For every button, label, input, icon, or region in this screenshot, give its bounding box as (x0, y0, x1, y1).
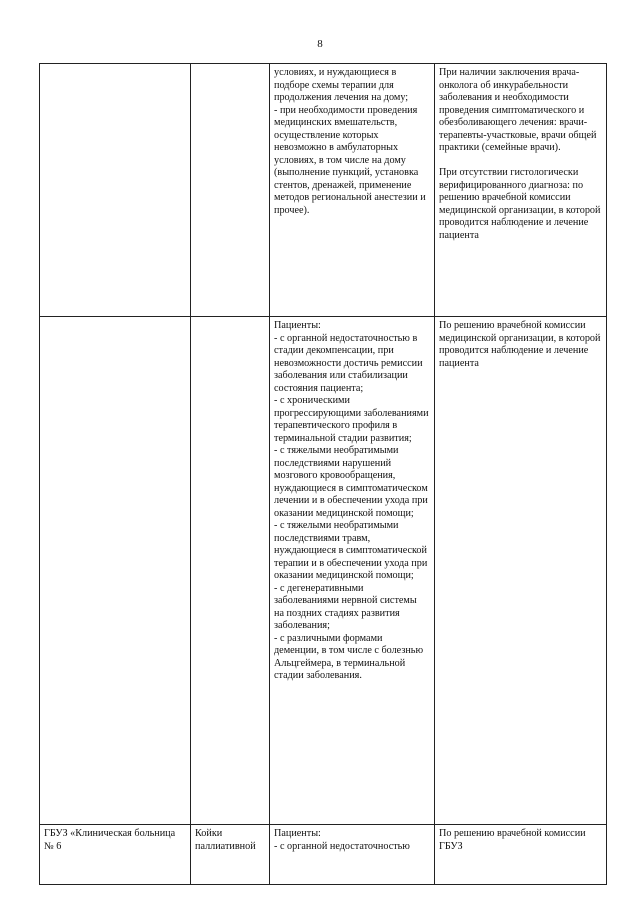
cell-text: По решению врачебной комиссии медицинской организации, в которой проводится наблюдение и лечение пациента (439, 320, 601, 369)
cell-text: Пациенты: - с органной недостаточностью (274, 828, 410, 852)
cell-text: условиях, и нуждающиеся в подборе схемы терапии для продолжения лечения на дому; - при необходимости проведения медицинских вмешательств, осуществление которых невозможно в амбулаторных условиях, в том числе на дому (выполнение пункций, установка стентов, дренажей, применение методов региональной анестезии и прочее). (274, 67, 426, 216)
table-cell-patient-criteria (270, 317, 435, 825)
page-number: 8 (317, 38, 323, 50)
table-cell-bed-type (191, 317, 270, 825)
table-cell-organization (40, 317, 191, 825)
cell-text: Койки паллиативной (195, 828, 256, 852)
cell-text: При наличии заключения врача-онколога об инкурабельности заболевания и необходимости проведения симптоматического и обезболивающего лечения: врачи-терапевты-участковые, врачи общей практики (семейные врачи). При отсутствии гистологически верифицированного диагноза: по решению врачебной комиссии медицинской организации, в которой проводится наблюдение и лечение пациента (439, 67, 601, 241)
table-cell-bed-type (191, 825, 270, 885)
table-cell-organization (40, 825, 191, 885)
table-row (40, 317, 607, 825)
table-cell-patient-criteria (270, 825, 435, 885)
table-row (40, 825, 607, 885)
table-cell-bed-type (191, 64, 270, 317)
table-cell-referral-decision (435, 317, 607, 825)
cell-text: По решению врачебной комиссии ГБУЗ (439, 828, 586, 852)
table-cell-patient-criteria (270, 64, 435, 317)
cell-text: Пациенты: - с органной недостаточностью в стадии декомпенсации, при невозможности достичь ремиссии заболевания или стабилизации состояния пациента; - с хроническими прогрессирующими заболеваниями терапевтического профиля в терминальной стадии развития; - с тяжелыми необратимыми последствиями нарушений мозгового кровообращения, нуждающиеся в симптоматическом лечении и в обеспечении ухода при оказании медицинской помощи; - с тяжелыми необратимыми последствиями травм, нуждающиеся в симптоматической терапии и в обеспечении ухода при оказании медицинской помощи; - с дегенеративными заболеваниями нервной системы на поздних стадиях развития заболевания; - с различными формами деменции, в том числе с болезнью Альцгеймера, в терминальной стадии заболевания. (274, 320, 429, 681)
table-cell-organization (40, 64, 191, 317)
cell-text: ГБУЗ «Клиническая больница № 6 (44, 828, 176, 852)
table-cell-referral-decision (435, 64, 607, 317)
table-cell-referral-decision (435, 825, 607, 885)
table-row (40, 64, 607, 317)
document-table (39, 63, 607, 885)
